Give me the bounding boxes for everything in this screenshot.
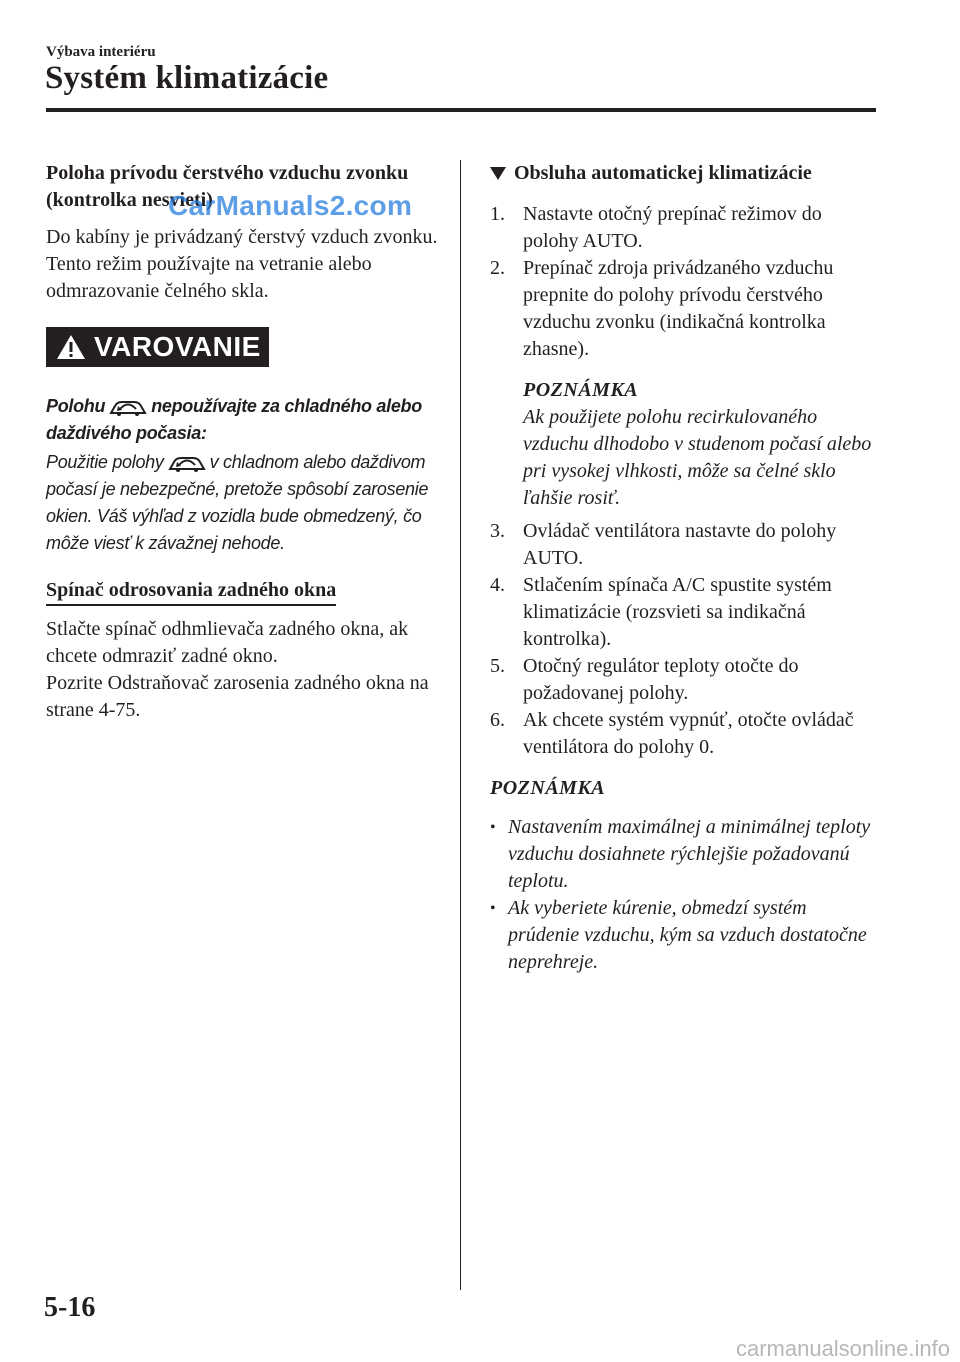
list-item (490, 572, 880, 653)
steps-list-a (490, 201, 880, 363)
step-number: 3. (490, 520, 505, 542)
bullet-icon: • (490, 819, 496, 836)
warning-title-part-2: nepoužívajte za chladného alebo daždivého počasia: (46, 396, 422, 443)
watermark: CarManuals2.com (168, 190, 413, 221)
right-column (490, 160, 880, 976)
column-divider (460, 160, 461, 1290)
steps-list-b (490, 518, 880, 761)
section-label: Výbava interiéru (46, 44, 156, 60)
auto-ac-heading-text: Obsluha automatickej klimatizácie (514, 162, 812, 184)
recirculation-car-icon (167, 452, 207, 474)
warning-badge (46, 327, 269, 367)
bullet-icon: • (490, 900, 496, 917)
left-column (46, 160, 438, 724)
step-text: Stlačením spínača A/C spustite systém klimatizácie (rozsvieti sa indikačná kontrolka). (523, 574, 832, 650)
bullet-text: Nastavením maximálnej a minimálnej teploty vzduchu dosiahnete rýchlejšie požadovanú teplotu. (508, 816, 871, 892)
recirculation-car-icon (108, 396, 148, 418)
warning-label: VAROVANIE (94, 331, 261, 362)
title-rule (46, 108, 876, 112)
triangle-down-icon (490, 167, 506, 180)
step-number: 6. (490, 709, 505, 731)
auto-ac-heading (490, 160, 880, 187)
note-head: POZNÁMKA (490, 777, 606, 799)
list-item (490, 895, 880, 976)
inline-note (523, 377, 880, 512)
step-text: Nastavte otočný prepínač režimov do polohy AUTO. (523, 203, 822, 252)
step-text: Ak chcete systém vypnúť, otočte ovládač ventilátora do polohy 0. (523, 709, 854, 758)
page-number: 5-16 (44, 1292, 96, 1323)
footer-site: carmanualsonline.info (735, 1336, 950, 1361)
inline-note-text: Ak použijete polohu recirkulovaného vzduchu dlhodobo v studenom počasí alebo pri vysokej vlhkosti, môže sa čelné sklo ľahšie rosiť. (523, 406, 872, 509)
bullet-text: Ak vyberiete kúrenie, obmedzí systém prúdenie vzduchu, kým sa vzduch dostatočne neprehreje. (508, 897, 867, 973)
list-item (490, 814, 880, 895)
step-number: 4. (490, 574, 505, 596)
warning-body-part-1: Použitie polohy (46, 452, 164, 472)
step-text: Otočný regulátor teploty otočte do požadovanej polohy. (523, 655, 799, 704)
step-number: 5. (490, 655, 505, 677)
fresh-air-heading: Poloha prívodu čerstvého vzduchu zvonku (kontrolka nesvieti) (46, 162, 409, 211)
list-item (490, 201, 880, 255)
list-item (490, 653, 880, 707)
step-text: Prepínač zdroja privádzaného vzduchu prepnite do polohy prívodu čerstvého vzduchu zvonku (indikačná kontrolka zhasne). (523, 257, 834, 360)
warning-body-part-2: v chladnom alebo daždivom počasí je nebezpečné, pretože spôsobí zarosenie okien. Váš výhľad z vozidla bude obmedzený, čo môže viesť k závažnej nehode. (46, 452, 429, 553)
warning-title (46, 393, 438, 447)
defrost-text-2: Pozrite Odstraňovač zarosenia zadného okna na strane 4-75. (46, 672, 429, 721)
note-bullets (490, 814, 880, 976)
step-number: 2. (490, 257, 505, 279)
list-item (490, 707, 880, 761)
list-item (490, 255, 880, 363)
warning-body (46, 449, 438, 557)
defrost-text-1: Stlačte spínač odhmlievača zadného okna, ak chcete odmraziť zadné okno. (46, 618, 409, 667)
page-title: Systém klimatizácie (45, 60, 329, 96)
inline-note-head: POZNÁMKA (523, 379, 639, 401)
step-text: Ovládač ventilátora nastavte do polohy AUTO. (523, 520, 837, 569)
list-item (490, 518, 880, 572)
fresh-air-text: Do kabíny je privádzaný čerstvý vzduch zvonku. Tento režim používajte na vetranie alebo odmrazovanie čelného skla. (46, 226, 438, 302)
warning-title-part-1: Polohu (46, 396, 106, 416)
warning-triangle-icon (56, 334, 86, 360)
step-number: 1. (490, 203, 505, 225)
defrost-heading: Spínač odrosovania zadného okna (46, 577, 336, 606)
